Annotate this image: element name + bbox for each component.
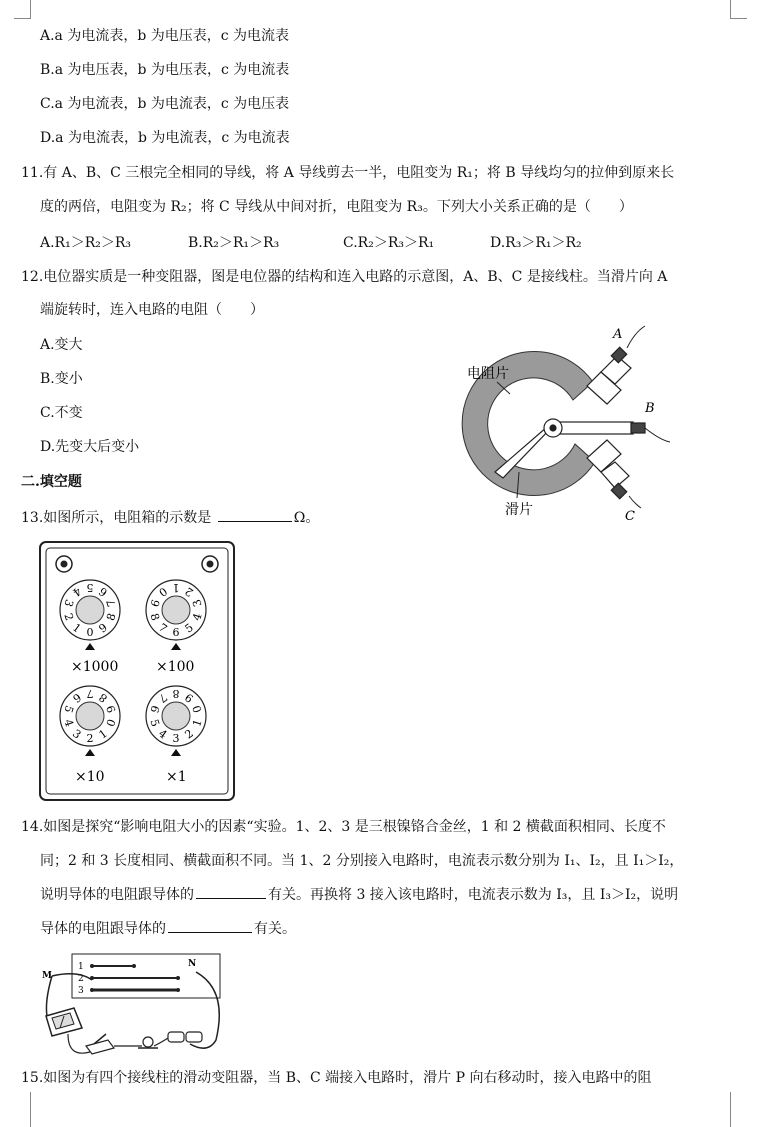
circuit-figure: [38, 950, 238, 1062]
dial-digit: 2: [182, 584, 196, 600]
dial-digit: 1: [172, 581, 180, 594]
q13-text: 13.如图所示，电阻箱的示数是: [21, 510, 212, 526]
dial-digit: 8: [96, 690, 110, 706]
q14-text-4a: 导体的电阻跟导体的: [40, 921, 166, 937]
dial-digit: 3: [70, 726, 84, 742]
crop-mark: [730, 18, 747, 19]
dial-digit: 7: [86, 687, 94, 700]
dial-digit: 2: [61, 611, 76, 623]
dial-knob[interactable]: [76, 702, 104, 730]
q10-option-d: D.a 为电流表，b 为电流表，c 为电流表: [40, 130, 290, 146]
q14-text-3b: 有关。再换将 3 接入该电路时，电流表示数为 I₃，且 I₃＞I₂，说明: [268, 887, 679, 903]
q11-stem-line2: 度的两倍，电阻变为 R₂；将 C 导线从中间对折，电阻变为 R₃。下列大小关系正确的是（ ）: [40, 199, 633, 215]
q14-stem-line3: [40, 884, 678, 905]
q12-option-b: B.变小: [40, 371, 83, 387]
crop-mark: [730, 1092, 731, 1127]
label-n: N: [188, 959, 197, 969]
q12-option-c: C.不变: [40, 405, 83, 421]
label-resistor: 电阻片: [467, 366, 509, 382]
dial-digit: 0: [86, 626, 94, 639]
dial-label-1: ×1: [166, 769, 187, 785]
label-terminal-c: C: [625, 509, 635, 524]
dial-digit: 5: [147, 717, 162, 729]
potentiometer-figure: [455, 312, 675, 527]
q11-stem-line1: 11.有 A、B、C 三根完全相同的导线，将 A 导线剪去一半，电阻变为 R₁；将 B 导线均匀的拉伸到原来长: [21, 165, 675, 181]
q14-stem-line1: 14.如图是探究“影响电阻大小的因素“实验。1、2、3 是三根镍铬合金丝，1 和 2 横截面积相同、长度不: [21, 819, 666, 835]
dial-digit: 4: [190, 611, 205, 623]
dial-digit: 6: [172, 626, 180, 639]
label-m: M: [42, 971, 52, 981]
q12-stem-line2: 端旋转时，连入电路的电阻（ ）: [40, 302, 264, 318]
q14-text-3a: 说明导体的电阻跟导体的: [40, 887, 194, 903]
crop-mark: [30, 1092, 31, 1127]
q12-option-d: D.先变大后变小: [40, 439, 140, 455]
q11-option-d: D.R₃＞R₁＞R₂: [490, 235, 582, 251]
wire-label-3: 3: [78, 986, 84, 996]
wire-label-1: 1: [78, 962, 84, 972]
q10-option-a: A.a 为电流表，b 为电压表，c 为电流表: [40, 28, 290, 44]
crop-mark: [14, 18, 31, 19]
q14-answer-blank-1[interactable]: [196, 884, 266, 899]
q10-option-b: B.a 为电压表，b 为电压表，c 为电流表: [40, 62, 290, 78]
dial-digit: 8: [104, 611, 119, 623]
dial-digit: 4: [61, 717, 76, 729]
wire-label-2: 2: [78, 974, 84, 984]
dial-digit: 9: [147, 597, 162, 609]
dial-digit: 7: [104, 597, 119, 609]
label-slider: 滑片: [505, 502, 533, 518]
dial-digit: 1: [70, 620, 84, 636]
q13-stem: [21, 507, 319, 528]
label-terminal-a: A: [613, 327, 623, 342]
crop-mark: [30, 0, 31, 18]
q13-answer-blank[interactable]: [218, 507, 292, 522]
dial-digit: 5: [86, 581, 94, 594]
dial-digit: 9: [182, 690, 196, 706]
q15-stem-line1: 15.如图为有四个接线柱的滑动变阻器，当 B、C 端接入电路时，滑片 P 向右移动时，接入电路中的阻: [21, 1070, 652, 1086]
dial-digit: 8: [172, 687, 180, 700]
dial-knob[interactable]: [162, 596, 190, 624]
q11-option-b: B.R₂＞R₁＞R₃: [188, 235, 280, 251]
dial-knob[interactable]: [162, 702, 190, 730]
dial-digit: 9: [104, 703, 119, 715]
q11-option-a: A.R₁＞R₂＞R₃: [40, 235, 132, 251]
q14-stem-line4: [40, 918, 296, 939]
crop-mark: [730, 0, 731, 18]
dial-digit: 6: [70, 690, 84, 706]
label-terminal-b: B: [645, 401, 655, 416]
dial-digit: 9: [96, 620, 110, 636]
dial-digit: 1: [190, 717, 205, 729]
resistance-box-figure: [38, 540, 236, 802]
dial-digit: 3: [172, 732, 180, 745]
dial-digit: 3: [190, 597, 205, 609]
q11-option-c: C.R₂＞R₃＞R₁: [343, 235, 435, 251]
dial-digit: 0: [156, 584, 170, 600]
dial-digit: 2: [86, 732, 94, 745]
dial-digit: 4: [156, 726, 170, 742]
q14-stem-line2: 同；2 和 3 长度相同、横截面积不同。当 1、2 分别接入电路时，电流表示数分别为 I₁、I₂，且 I₁＞I₂，: [40, 853, 684, 869]
dial-digit: 6: [96, 584, 110, 600]
dial-digit: 8: [147, 611, 162, 623]
dial-digit: 5: [182, 620, 196, 636]
q12-option-a: A.变大: [40, 337, 83, 353]
dial-digit: 7: [156, 620, 170, 636]
q14-text-4b: 有关。: [254, 921, 296, 937]
dial-digit: 7: [156, 690, 170, 706]
dial-digit: 6: [147, 703, 162, 715]
dial-label-100: ×100: [156, 659, 195, 675]
q12-stem-line1: 12.电位器实质是一种变阻器，图是电位器的结构和连入电路的示意图，A、B、C 是接线柱。当滑片向 A: [21, 269, 668, 285]
dial-digit: 5: [61, 703, 76, 715]
q10-option-c: C.a 为电流表，b 为电流表，c 为电压表: [40, 96, 290, 112]
dial-digit: 1: [96, 726, 110, 742]
dial-label-10: ×10: [75, 769, 105, 785]
dial-digit: 0: [104, 717, 119, 729]
q14-answer-blank-2[interactable]: [168, 918, 252, 933]
dial-digit: 2: [182, 726, 196, 742]
dial-digit: 4: [70, 584, 84, 600]
q13-unit: Ω。: [293, 510, 320, 526]
dial-knob[interactable]: [76, 596, 104, 624]
section-heading: 二.填空题: [21, 474, 82, 490]
dial-digit: 3: [61, 597, 76, 609]
dial-digit: 0: [190, 703, 205, 715]
dial-label-1000: ×1000: [71, 659, 119, 675]
